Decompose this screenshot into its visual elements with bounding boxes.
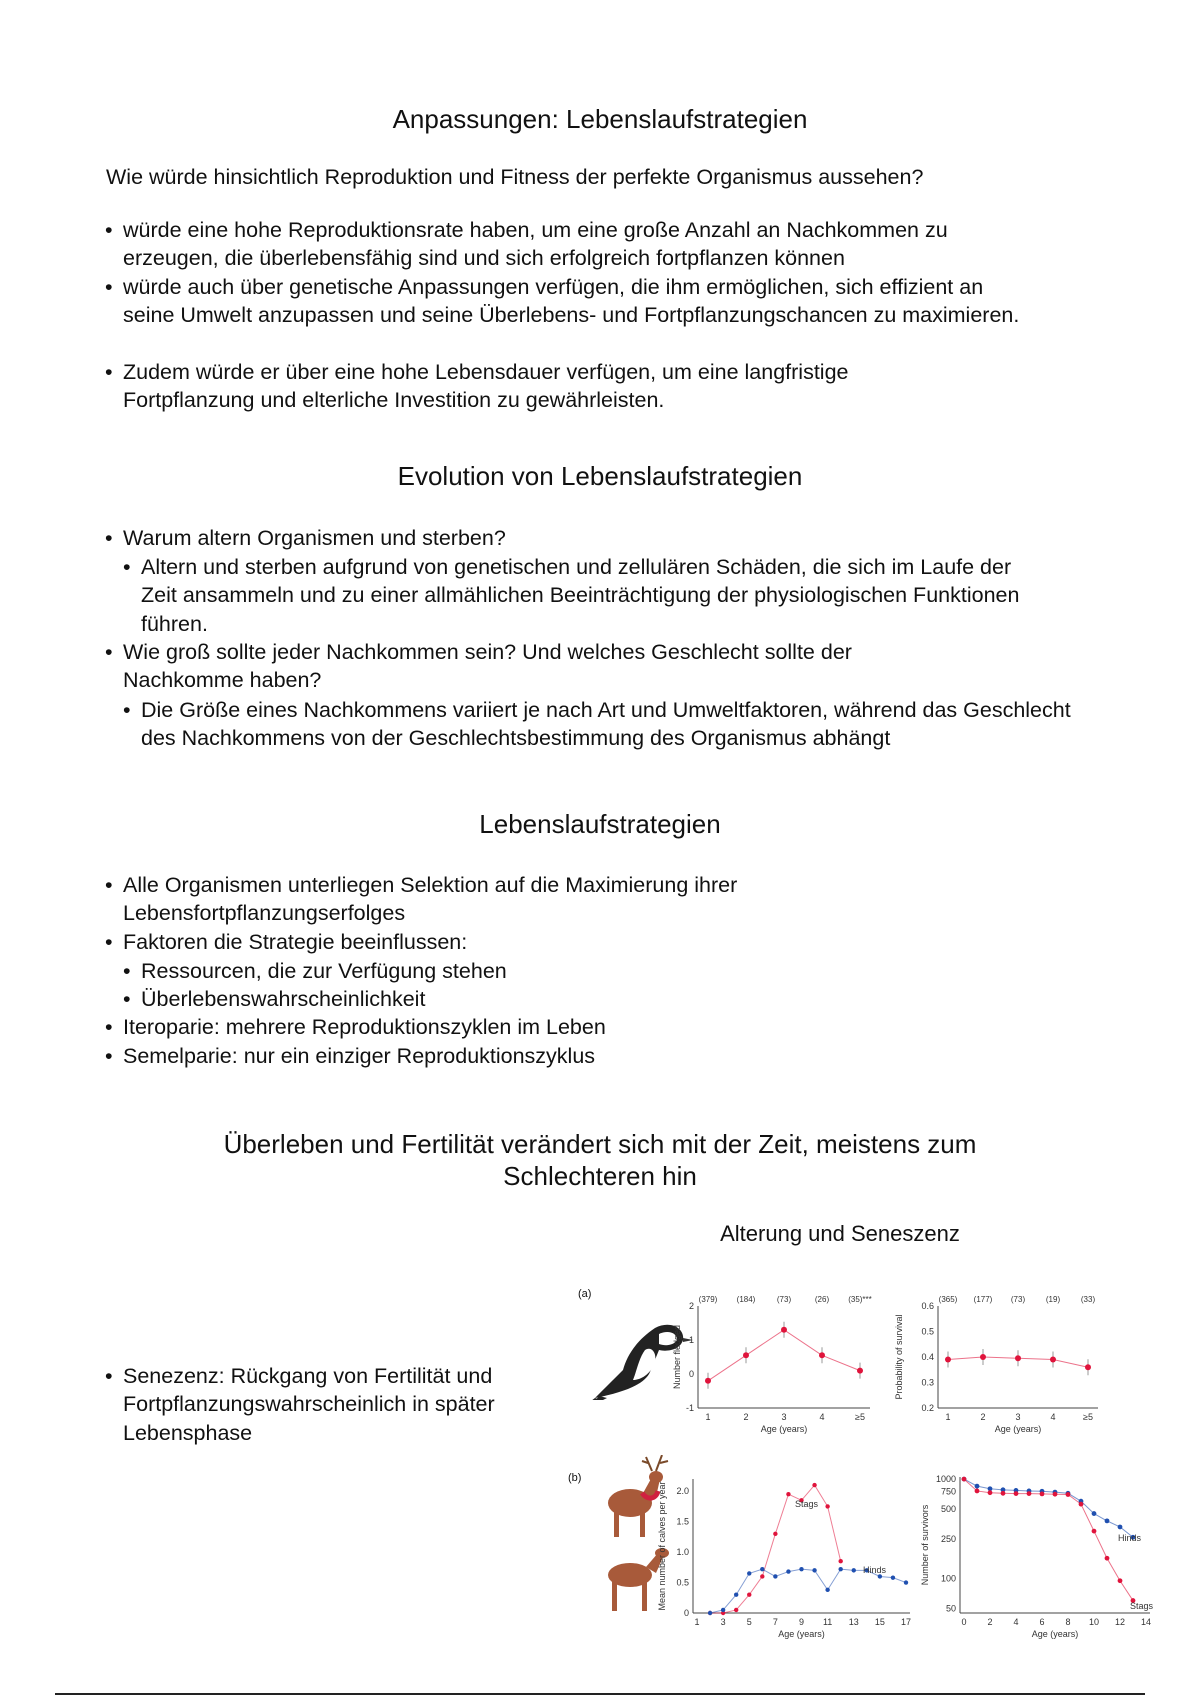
bullet-text: Überlebenswahrscheinlichkeit <box>141 987 426 1011</box>
data-point <box>1001 1491 1006 1496</box>
x-tick-label: 13 <box>848 1617 859 1627</box>
data-point <box>1027 1491 1032 1496</box>
bullet-icon: • <box>105 526 113 550</box>
bullet-text: Zudem würde er über eine hohe Lebensdauer verfügen, um eine langfristige Fortpflanzung und elterliche Investition zu gewährleisten. <box>123 360 849 413</box>
data-point <box>988 1490 993 1495</box>
x-tick-label: 0 <box>961 1617 967 1627</box>
sample-size-label: (33) <box>1080 1295 1096 1304</box>
data-point <box>812 1483 816 1487</box>
series-line <box>710 1485 841 1613</box>
x-tick-label: 5 <box>746 1617 752 1627</box>
data-point <box>747 1571 751 1575</box>
list-item <box>105 928 1023 956</box>
section-title-ueberleben-line2: Schlechteren hin <box>503 1161 697 1191</box>
data-point <box>760 1567 764 1571</box>
y-tick-label: 500 <box>940 1504 956 1515</box>
x-axis-label: Age (years) <box>994 1424 1042 1434</box>
y-tick-label: 0.3 <box>921 1377 934 1388</box>
x-tick-label: 2 <box>743 1412 749 1422</box>
y-tick-label: 0.6 <box>921 1301 934 1311</box>
list-item <box>105 1013 1023 1041</box>
data-point <box>1105 1518 1110 1523</box>
y-tick-label: 2.0 <box>676 1486 689 1497</box>
data-point <box>1066 1492 1071 1497</box>
bottom-divider <box>55 1693 1145 1695</box>
legend-label-hinds: Hinds <box>863 1565 887 1575</box>
x-tick-label: 8 <box>1065 1617 1071 1627</box>
y-tick-label: 0 <box>688 1369 694 1379</box>
bullet-icon: • <box>123 555 131 579</box>
list-item <box>105 1042 1023 1070</box>
data-point <box>904 1580 908 1584</box>
bullet-text: Senezenz: Rückgang von Fertilität und Fortpflanzungswahrscheinlich in später Lebensphase <box>123 1364 495 1445</box>
legend-label-stags: Stags <box>1130 1601 1154 1611</box>
data-point <box>786 1492 790 1496</box>
data-point <box>1079 1502 1084 1507</box>
bullet-icon: • <box>123 987 131 1011</box>
data-point <box>1085 1364 1091 1370</box>
data-point <box>838 1567 842 1571</box>
sample-size-label: (19) <box>1045 1295 1061 1304</box>
x-tick-label: 1 <box>705 1412 711 1422</box>
question-text: Wie würde hinsichtlich Reproduktion und Fitness der perfekte Organismus aussehen? <box>106 165 924 189</box>
y-axis-label: Probability of survival <box>894 1314 904 1400</box>
data-point <box>721 1608 725 1612</box>
bullet-text: Die Größe eines Nachkommens variiert je nach Art und Umweltfaktoren, während das Geschlecht des Nachkommens von der Geschlechtsbestimmung des Organismus abhängt <box>141 698 1071 751</box>
chart-number-fledged <box>660 1290 880 1440</box>
bullet-icon: • <box>105 1015 113 1039</box>
data-point <box>852 1568 856 1572</box>
legend-label-stags: Stags <box>795 1499 819 1509</box>
list-item <box>123 957 1021 985</box>
data-point <box>799 1567 803 1571</box>
x-axis-label: Age (years) <box>778 1629 825 1639</box>
bullet-text: Iteroparie: mehrere Reproduktionszyklen im Leben <box>123 1015 606 1039</box>
y-tick-label: 1.5 <box>676 1516 689 1527</box>
data-point <box>1105 1556 1110 1561</box>
bullet-icon: • <box>105 275 113 299</box>
data-point <box>838 1559 842 1563</box>
data-point <box>773 1574 777 1578</box>
section-title-evolution: Evolution von Lebenslaufstrategien <box>397 461 803 491</box>
y-axis-label: Mean number of calves per year <box>657 1481 667 1611</box>
section-title-ueberleben-line1: Überleben und Fertilität verändert sich mit der Zeit, meistens zum <box>223 1129 977 1159</box>
data-point <box>1118 1525 1123 1530</box>
y-tick-label: -1 <box>685 1403 694 1413</box>
bullet-text: Altern und sterben aufgrund von genetischen und zellulären Schäden, die sich im Laufe der Zeit ansammeln und zu einer allmählichen Beeinträchtigung der physiologischen Funktionen führen. <box>141 555 1020 636</box>
y-tick-label: 0.2 <box>921 1403 934 1413</box>
data-point <box>1092 1511 1097 1516</box>
list-item <box>105 216 1013 273</box>
chart-number-survivors <box>918 1465 1163 1650</box>
x-axis-label: Age (years) <box>1031 1629 1079 1639</box>
list-item <box>105 358 913 415</box>
x-tick-label: 6 <box>1039 1617 1045 1627</box>
data-point <box>708 1611 712 1615</box>
data-point <box>945 1357 951 1363</box>
data-point <box>743 1352 749 1358</box>
bullet-text: würde eine hohe Reproduktionsrate haben, um eine große Anzahl an Nachkommen zu erzeugen, die überlebensfähig sind und sich erfolgreich fortpflanzen können <box>123 218 948 271</box>
y-tick-label: 50 <box>945 1603 956 1614</box>
chart-calves-per-year <box>655 1465 920 1650</box>
x-tick-label: 2 <box>987 1617 993 1627</box>
section-title-lebenslauf: Lebenslaufstrategien <box>479 809 721 839</box>
bullet-icon: • <box>105 1364 113 1388</box>
data-point <box>891 1575 895 1579</box>
bullet-icon: • <box>105 873 113 897</box>
data-point <box>1014 1491 1019 1496</box>
list-item <box>105 273 1023 330</box>
y-tick-label: 0.4 <box>921 1352 934 1362</box>
list-item <box>123 553 1021 638</box>
x-tick-label: 10 <box>1088 1617 1100 1627</box>
data-point <box>1118 1578 1123 1583</box>
x-tick-label: 17 <box>900 1617 912 1627</box>
x-tick-label: 12 <box>1114 1617 1126 1627</box>
data-point <box>1053 1492 1058 1497</box>
data-point <box>734 1608 738 1612</box>
x-tick-label: 1 <box>945 1412 951 1422</box>
y-tick-label: 750 <box>940 1486 956 1497</box>
bullet-text: Ressourcen, die zur Verfügung stehen <box>141 959 507 983</box>
data-point <box>962 1477 967 1482</box>
bullet-icon: • <box>105 640 113 664</box>
data-point <box>1050 1357 1056 1363</box>
data-point <box>1015 1355 1021 1361</box>
legend-label-hinds: Hinds <box>1118 1533 1142 1543</box>
x-tick-label: 15 <box>874 1617 885 1627</box>
list-item <box>123 985 1021 1013</box>
data-point <box>825 1504 829 1508</box>
data-point <box>975 1489 980 1494</box>
data-point <box>857 1368 863 1374</box>
bullet-icon: • <box>123 698 131 722</box>
sample-size-label: (26) <box>814 1295 830 1304</box>
data-point <box>980 1354 986 1360</box>
y-tick-label: 2 <box>688 1301 694 1311</box>
data-point <box>1040 1491 1045 1496</box>
bullet-text: würde auch über genetische Anpassungen verfügen, die ihm ermöglichen, sich effizient an seine Umwelt anzupassen und seine Überlebens- und Fortpflanzungschancen zu maximieren. <box>123 275 1020 328</box>
bullet-icon: • <box>105 218 113 242</box>
bullet-text: Warum altern Organismen und sterben? <box>123 526 506 550</box>
x-tick-label: 3 <box>1015 1412 1021 1422</box>
x-tick-label: 4 <box>1013 1617 1019 1627</box>
x-tick-label: ≥5 <box>855 1412 865 1422</box>
data-point <box>747 1593 751 1597</box>
sample-size-label: (177) <box>973 1295 993 1304</box>
y-tick-label: 250 <box>940 1533 956 1544</box>
sample-size-label: (365) <box>938 1295 958 1304</box>
bullet-text: Wie groß sollte jeder Nachkommen sein? Und welches Geschlecht sollte der Nachkomme haben? <box>123 640 852 693</box>
x-tick-label: 9 <box>798 1617 805 1627</box>
sample-size-label: (379) <box>698 1295 718 1304</box>
x-tick-label: 3 <box>781 1412 787 1422</box>
x-axis-label: Age (years) <box>760 1424 808 1434</box>
data-point <box>781 1327 787 1333</box>
x-tick-label: 4 <box>819 1412 825 1422</box>
sample-size-label: (184) <box>736 1295 756 1304</box>
list-item <box>123 696 1081 753</box>
y-axis-label: Number fledged <box>672 1324 682 1390</box>
y-tick-label: 0.5 <box>676 1577 689 1588</box>
section-title-anpassungen: Anpassungen: Lebenslaufstrategien <box>392 104 808 134</box>
list-item <box>105 1362 543 1447</box>
data-point <box>825 1588 829 1592</box>
x-tick-label: 7 <box>772 1617 778 1627</box>
sample-size-label: (35)*** <box>848 1295 872 1304</box>
bullet-icon: • <box>105 360 113 384</box>
panel-label-b: (b) <box>568 1472 582 1484</box>
chart-probability-survival <box>888 1290 1108 1440</box>
data-point <box>812 1568 816 1572</box>
x-tick-label: ≥5 <box>1083 1412 1093 1422</box>
data-point <box>1092 1529 1097 1534</box>
y-tick-label: 1000 <box>935 1474 956 1485</box>
figure-title: Alterung und Seneszenz <box>720 1221 960 1246</box>
data-point <box>819 1352 825 1358</box>
bullet-icon: • <box>105 930 113 954</box>
data-point <box>773 1532 777 1536</box>
x-tick-label: 4 <box>1050 1412 1056 1422</box>
panel-label-a: (a) <box>578 1288 592 1300</box>
x-tick-label: 14 <box>1140 1617 1152 1627</box>
x-tick-label: 3 <box>720 1617 726 1627</box>
data-point <box>786 1569 790 1573</box>
bullet-text: Semelparie: nur ein einziger Reproduktionszyklus <box>123 1044 596 1068</box>
sample-size-label: (73) <box>776 1295 792 1304</box>
list-item <box>105 871 843 928</box>
x-tick-label: 1 <box>694 1617 700 1627</box>
y-tick-label: 0.5 <box>921 1326 934 1337</box>
x-tick-label: 2 <box>980 1412 986 1422</box>
y-tick-label: 100 <box>940 1573 956 1584</box>
y-axis-label: Number of survivors <box>920 1504 930 1586</box>
bullet-text: Alle Organismen unterliegen Selektion auf die Maximierung ihrer Lebensfortpflanzungserfolges <box>123 873 738 926</box>
x-tick-label: 11 <box>822 1617 833 1627</box>
list-item <box>105 638 943 695</box>
y-tick-label: 1.0 <box>676 1547 689 1558</box>
y-tick-label: 0 <box>683 1608 689 1618</box>
data-point <box>975 1484 980 1489</box>
sample-size-label: (73) <box>1010 1295 1026 1304</box>
series-line <box>964 1479 1133 1600</box>
bullet-icon: • <box>123 959 131 983</box>
bullet-icon: • <box>105 1044 113 1068</box>
data-point <box>705 1378 711 1384</box>
y-tick-label: 1 <box>688 1335 694 1345</box>
data-point <box>760 1574 764 1578</box>
list-item <box>105 524 1023 552</box>
data-point <box>734 1593 738 1597</box>
bullet-text: Faktoren die Strategie beeinflussen: <box>123 930 468 954</box>
